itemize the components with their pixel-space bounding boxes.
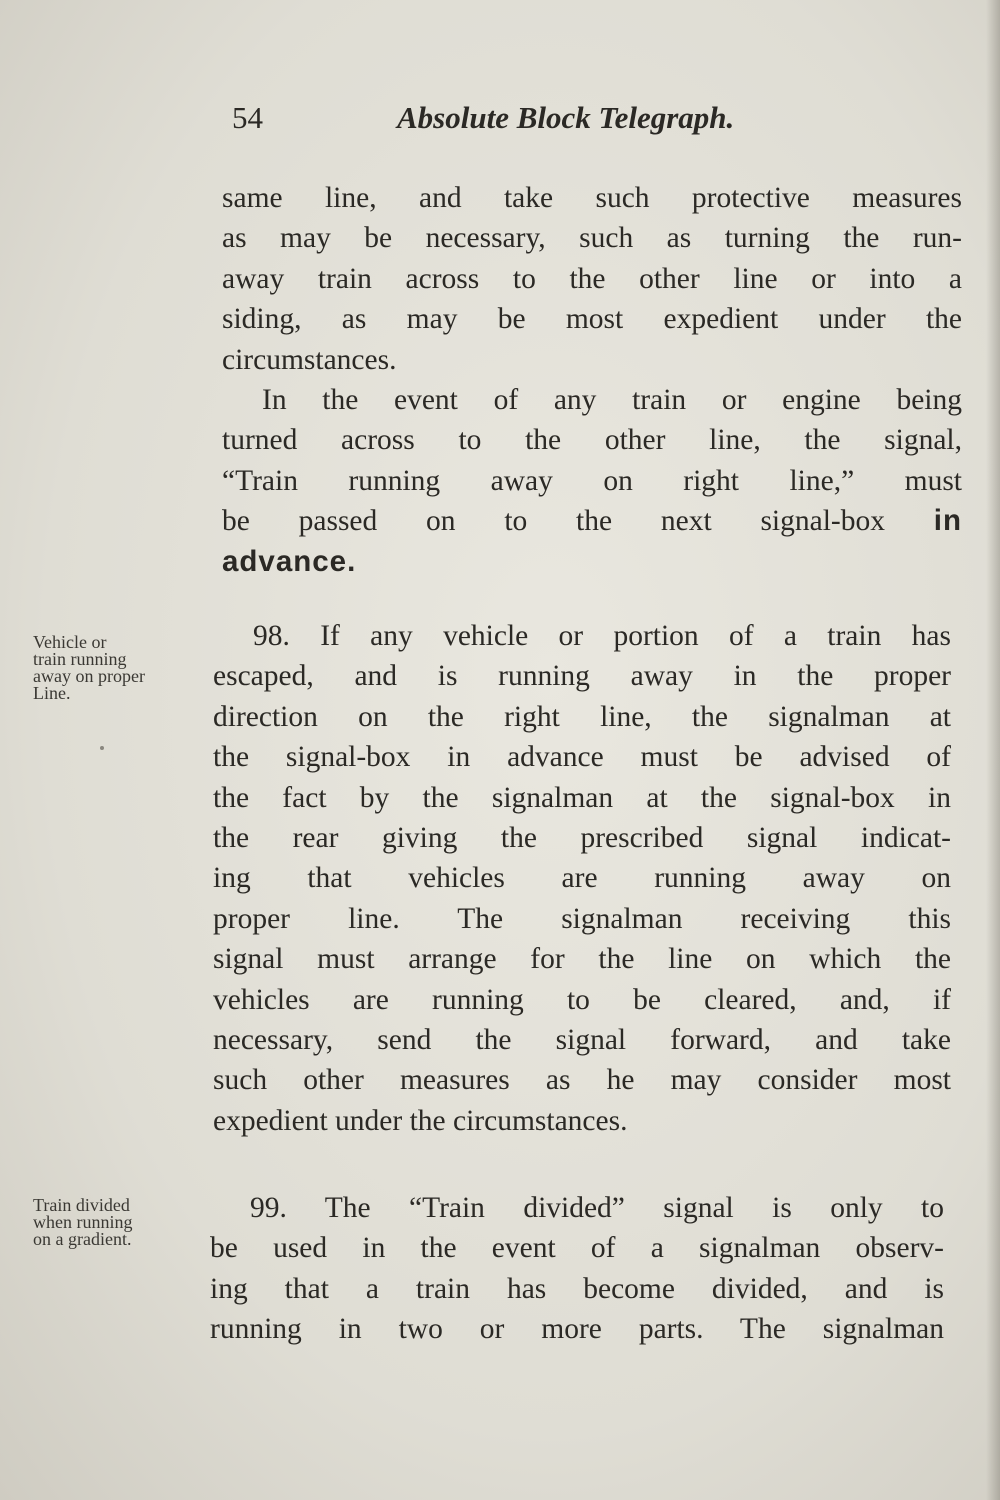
text-line: expedient under the circumstances. xyxy=(213,1104,628,1137)
text-line: away train across to the other line or into a xyxy=(222,262,962,295)
running-title: Absolute Block Telegraph. xyxy=(397,100,735,135)
text-line: be used in the event of a signalman observ- xyxy=(210,1232,944,1265)
text-line: the fact by the signalman at the signal-box in xyxy=(213,781,951,814)
margin-note-line: Line. xyxy=(33,683,71,703)
text-line: escaped, and is running away in the proper xyxy=(213,660,951,693)
text-line: running in two or more parts. The signalman xyxy=(210,1313,944,1346)
text-line: ing that a train has become divided, and is xyxy=(210,1272,944,1305)
page-header xyxy=(232,100,812,140)
text-line: signal must arrange for the line on which the xyxy=(213,943,951,976)
text-line: such other measures as he may consider most xyxy=(213,1064,951,1097)
bold-text: in xyxy=(933,504,962,538)
text-line xyxy=(222,501,962,541)
margin-note-line: Vehicle or xyxy=(33,632,107,652)
text-line: proper line. The signalman receiving this xyxy=(213,902,951,935)
text-line: “Train running away on right line,” must xyxy=(222,464,962,497)
text-line: vehicles are running to be cleared, and, if xyxy=(213,983,951,1016)
margin-note-line: train running xyxy=(33,649,127,669)
text-line: In the event of any train or engine being xyxy=(262,384,962,417)
text-line: direction on the right line, the signalman at xyxy=(213,700,951,733)
text-line: same line, and take such protective measures xyxy=(222,182,962,214)
text-line: as may be necessary, such as turning the run- xyxy=(222,222,962,255)
text-line: 99. The “Train divided” signal is only to xyxy=(250,1192,944,1224)
margin-note-98 xyxy=(33,634,213,702)
text-line: ing that vehicles are running away on xyxy=(213,862,951,895)
section-99-paragraph xyxy=(210,1188,944,1350)
text-line: turned across to the other line, the signal, xyxy=(222,424,962,457)
text-line: the rear giving the prescribed signal indicat- xyxy=(213,822,951,855)
text-fragment: be passed on to the next signal-box xyxy=(222,505,885,538)
page-number: 54 xyxy=(232,100,263,135)
margin-note-99 xyxy=(33,1197,213,1248)
margin-note-line: away on proper xyxy=(33,666,145,686)
text-line: siding, as may be most expedient under the xyxy=(222,303,962,336)
text-line: necessary, send the signal forward, and take xyxy=(213,1024,951,1057)
text-line: 98. If any vehicle or portion of a train has xyxy=(253,620,951,652)
section-98-paragraph xyxy=(213,616,951,1141)
margin-note-line: Train divided xyxy=(33,1195,130,1215)
bold-text-line: advance. xyxy=(222,544,357,578)
margin-note-line: when running xyxy=(33,1212,133,1232)
page-edge-shadow xyxy=(986,0,1000,1500)
margin-note-line: on a gradient. xyxy=(33,1229,132,1249)
continuation-paragraph xyxy=(222,178,962,582)
text-line: the signal-box in advance must be advised of xyxy=(213,741,951,774)
text-line: circumstances. xyxy=(222,343,397,376)
ink-speck xyxy=(100,746,104,750)
